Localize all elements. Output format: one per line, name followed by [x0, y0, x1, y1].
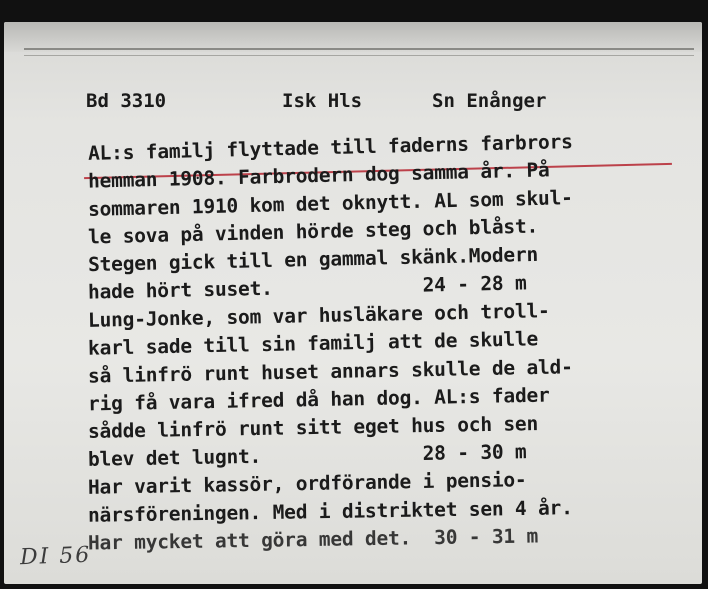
text-line: så linfrö runt huset annars skulle de ald-	[87, 355, 573, 388]
text-line: Lung-Jonke, som var husläkare och troll-	[87, 299, 550, 332]
handwritten-note: DI 56	[19, 542, 92, 571]
region-label: Isk Hls	[282, 90, 363, 112]
text-line: blev det lugnt. 28 - 30 m	[87, 440, 527, 471]
text-line: Har mycket att göra med det. 30 - 31 m	[87, 524, 539, 555]
archive-code: Bd 3310	[86, 90, 167, 112]
text-line: Har varit kassör, ordförande i pensio-	[87, 468, 527, 499]
card-header-rule	[24, 48, 694, 50]
text-line: karl sade till sin familj att de skulle	[87, 327, 539, 360]
card-header-rule-secondary	[24, 55, 694, 56]
text-line: rig få vara ifred då han dog. AL:s fader	[87, 383, 550, 416]
text-line: sommaren 1910 kom det oknytt. AL som skul-	[87, 186, 573, 221]
text-line: AL:s familj flyttade till faderns farbrors	[87, 130, 573, 165]
index-card	[4, 22, 702, 584]
text-line: hemman 1908. Farbrodern dog samma år. På	[87, 158, 550, 193]
text-line: närsföreningen. Med i distriktet sen 4 år.	[87, 496, 573, 527]
parish-label: Sn Enånger	[432, 90, 547, 112]
text-line: Stegen gick till en gammal skänk.Modern	[87, 242, 539, 277]
text-line: sådde linfrö runt sitt eget hus och sen	[87, 412, 539, 443]
text-line: hade hört suset. 24 - 28 m	[87, 271, 527, 304]
text-line: le sova på vinden hörde steg och blåst.	[87, 214, 539, 249]
